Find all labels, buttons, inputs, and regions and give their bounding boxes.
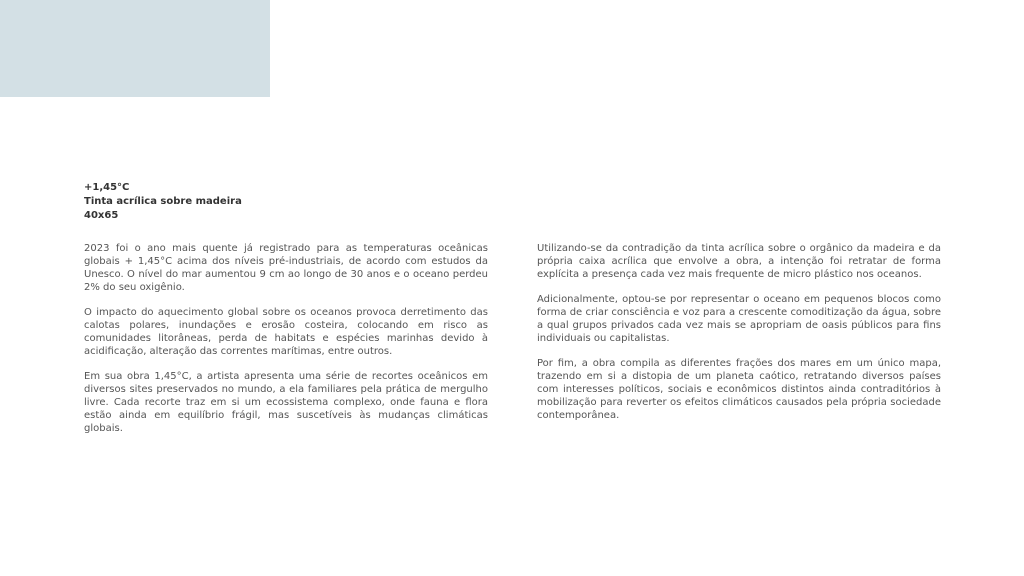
artwork-dimensions: 40x65 — [84, 210, 119, 221]
artwork-title: +1,45°C — [84, 182, 130, 193]
paragraph: Em sua obra 1,45°C, a artista apresenta uma série de recortes oceânicos em diversos sites preservados no mundo, a ela familiares pela prática de mergulho livre. Cada recorte traz em si um ecossistema complexo, onde fauna e flora estão ainda em equilíbrio frágil, mas suscetíveis às mudanças climáticas globais. — [84, 371, 488, 434]
artwork-caption — [84, 181, 344, 223]
artwork-medium: Tinta acrílica sobre madeira — [84, 196, 242, 207]
decorative-color-block — [0, 0, 270, 97]
right-text-column — [537, 242, 941, 434]
paragraph: 2023 foi o ano mais quente já registrado para as temperaturas oceânicas globais + 1,45°C acima dos níveis pré-industriais, de acordo com estudos da Unesco. O nível do mar aumentou 9 cm ao longo de 30 anos e o oceano perdeu 2% do seu oxigênio. — [84, 243, 488, 293]
paragraph: O impacto do aquecimento global sobre os oceanos provoca derretimento das calotas polares, inundações e erosão costeira, colocando em risco as comunidades litorâneas, perda de habitats e espécies marinhas devido à acidificação, alteração das correntes marítimas, entre outros. — [84, 307, 488, 357]
paragraph: Por fim, a obra compila as diferentes frações dos mares em um único mapa, trazendo em si a distopia de um planeta caótico, retratando diversos países com interesses políticos, sociais e econômicos distintos ainda contraditórios à mobilização para reverter os efeitos climáticos causados pela própria sociedade contemporânea. — [537, 358, 941, 421]
left-text-column — [84, 242, 488, 447]
paragraph: Utilizando-se da contradição da tinta acrílica sobre o orgânico da madeira e da própria caixa acrílica que envolve a obra, a intenção foi retratar de forma explícita a presença cada vez mais frequente de micro plástico nos oceanos. — [537, 243, 941, 280]
paragraph: Adicionalmente, optou-se por representar o oceano em pequenos blocos como forma de criar consciência e voz para a crescente comoditização da água, sobre a qual grupos privados cada vez mais se apropriam de oasis públicos para fins individuais ou capitalistas. — [537, 294, 941, 344]
